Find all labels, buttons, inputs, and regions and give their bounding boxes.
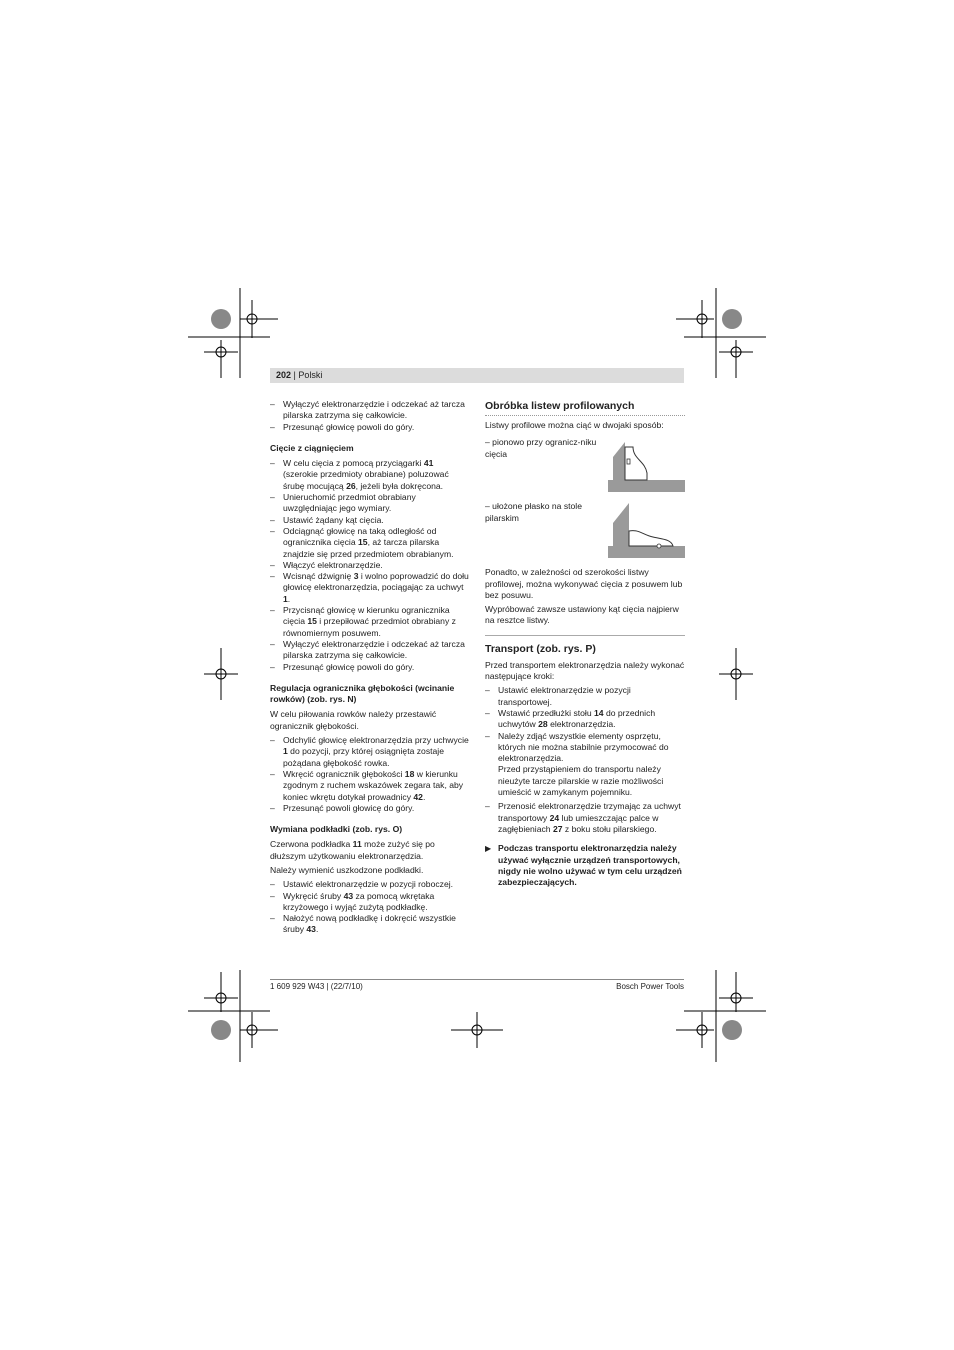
section-divider: [485, 635, 685, 636]
depth-stop-intro: W celu piłowania rowków należy przestawić ogranicznik głębokości.: [270, 709, 437, 731]
reference-number: 24: [549, 812, 560, 823]
list-dash: –: [485, 801, 490, 812]
reference-number: 43: [306, 924, 316, 935]
text-segment: Przesunąć głowicę powoli do góry.: [283, 661, 415, 672]
text-segment: .: [287, 593, 291, 604]
text-segment: (szerokie przedmioty obrabiane) poluzować śrubę mocującą: [283, 469, 449, 491]
list-dash: –: [270, 571, 275, 582]
text-segment: i wolno poprowadzić do dołu głowicę elektronarzędzia, pociągając za uchwyt: [283, 571, 469, 593]
figure-vertical-profile: [485, 437, 685, 497]
page-header: [276, 369, 322, 382]
list-dash: –: [270, 890, 275, 901]
reference-number: 18: [404, 768, 415, 779]
text-segment: Wyłączyć elektronarzędzie i odczekać aż tarcza pilarska zatrzyma się całkowicie.: [283, 399, 465, 421]
text-segment: Odchylić głowicę elektronarzędzia przy uchwycie: [283, 735, 469, 746]
section-title-profiles: Obróbka listew profilowanych: [485, 400, 635, 412]
text-segment: Ustawić elektronarzędzie w pozycji roboczej.: [283, 879, 454, 890]
list-item: [270, 639, 470, 662]
footer-document-number: 1 609 929 W43 | (22/7/10): [270, 982, 363, 991]
list-dash: –: [270, 458, 275, 469]
text-segment: Wykręcić śruby: [283, 890, 344, 901]
text-segment: Przesunąć głowicę powoli do góry.: [283, 421, 415, 432]
text-segment: elektronarzędzia.: [547, 719, 616, 730]
right-column: [485, 399, 685, 888]
list-dash: –: [270, 913, 275, 924]
reference-number: 3: [353, 571, 359, 582]
text-segment: do przednich uchwytów: [498, 707, 656, 730]
list-dash: –: [485, 707, 490, 718]
reference-number: 15: [307, 616, 317, 627]
text-segment: Przycisnąć głowicę w kierunku ogranicznika cięcia: [283, 605, 450, 627]
text-segment: lub umieszczając palce w zagłębieniach: [498, 812, 659, 834]
text-segment: Wcisnąć dźwignię: [283, 571, 354, 582]
text-segment: Wyłączyć elektronarzędzie i odczekać aż tarcza pilarska zatrzyma się całkowicie.: [283, 638, 465, 661]
text-segment: Ustawić żądany kąt cięcia.: [283, 514, 384, 525]
text-segment: może zużyć się po dłuższym użytkowaniu elektronarzędzia.: [270, 839, 435, 861]
left-column: [270, 399, 470, 936]
text-segment: Nałożyć nową podkładkę i dokręcić wszystkie śruby: [283, 913, 456, 935]
list-item: [270, 571, 470, 605]
list-dash: –: [270, 399, 275, 409]
list-dash: –: [485, 730, 490, 741]
list-dash: –: [270, 735, 275, 746]
section-title-insert-plate: Wymiana podkładki (zob. rys. O): [270, 824, 403, 835]
figure-flat-caption: – ułożone płasko na stole pilarskim: [485, 501, 582, 523]
text-segment: Ustawić elektronarzędzie w pozycji transportowej.: [498, 685, 631, 707]
list-item: [270, 422, 470, 433]
transport-steps: [485, 685, 685, 764]
list-item: [485, 685, 685, 708]
list-dash: –: [270, 525, 275, 536]
text-segment: za pomocą wkrętaka krzyżowego i wyjąć zużytą podkładkę.: [283, 890, 435, 912]
reference-number: 11: [352, 839, 362, 850]
list-dash: –: [270, 638, 275, 649]
list-dash: –: [270, 492, 275, 503]
reference-number: 27: [552, 823, 563, 834]
reference-number: 43: [343, 890, 354, 901]
reference-number: 1: [283, 593, 288, 604]
list-dash: –: [270, 559, 275, 570]
depth-stop-steps: [270, 735, 470, 814]
text-segment: Wkręcić ogranicznik głębokości: [283, 768, 405, 779]
text-segment: .: [315, 924, 319, 935]
list-dash: –: [270, 514, 275, 525]
transport-note: Przed przystąpieniem do transportu należy nieużyte tarcze pilarskie w razie możliwości umieścić w zamykanym pojemniku.: [498, 764, 664, 798]
list-item: [485, 731, 685, 765]
list-item: [270, 399, 470, 422]
list-item: [270, 735, 470, 769]
text-segment: Należy zdjąć wszystkie elementy osprzętu, których nie można stabilnie przymocować do elektronarzędzia.: [498, 730, 669, 764]
reference-number: 14: [594, 707, 604, 718]
reference-number: 28: [538, 719, 548, 730]
text-segment: Wstawić przedłużki stołu: [498, 707, 594, 718]
text-segment: , aż tarcza pilarska znajdzie się przed przedmiotem obrabianym.: [283, 537, 454, 559]
profiles-paragraph-2: Wypróbować zawsze ustawiony kąt cięcia najpierw na resztce listwy.: [485, 604, 679, 626]
transport-steps-2: [485, 801, 685, 835]
insert-plate-paragraph: [270, 839, 470, 862]
warning-text: Podczas transportu elektronarzędzia należy używać wyłącznie urządzeń transportowych, nigdy nie wolno używać w tym celu urządzeń zabezpieczających.: [498, 843, 682, 888]
header-language: Polski: [298, 370, 323, 380]
section-title-pull-cut: Cięcie z ciągnięciem: [270, 442, 354, 453]
profiles-paragraph-1: Ponadto, w zależności od szerokości listwy profilowej, można wykonywać cięcia z posuwem lub bez posuwu.: [485, 567, 683, 600]
text-segment: Unieruchomić przedmiot obrabiany uwzględniając jego wymiary.: [283, 492, 416, 514]
list-item: [270, 803, 470, 814]
reference-number: 15: [358, 537, 368, 548]
page-number: 202: [276, 370, 292, 380]
list-dash: –: [485, 685, 490, 696]
footer-rule: [270, 979, 684, 980]
list-item: [270, 662, 470, 673]
text-segment: Przenosić elektronarzędzie trzymając za uchwyt transportowy: [498, 801, 681, 823]
reference-number: 42: [413, 791, 423, 802]
section-title-depth-stop: Regulacja ogranicznika głębokości (wcinanie rowków) (zob. rys. N): [270, 682, 455, 705]
list-item: [270, 913, 470, 936]
reference-number: 26: [346, 480, 356, 491]
footer-brand: Bosch Power Tools: [616, 982, 684, 991]
text-segment: Czerwona podkładka: [270, 839, 353, 850]
insert-plate-steps: [270, 879, 470, 935]
list-item: [270, 605, 470, 639]
list-item: [270, 891, 470, 914]
reference-number: 41: [423, 458, 434, 469]
profile-flat-illustration: [605, 501, 685, 561]
text-segment: Przesunąć powoli głowicę do góry.: [283, 802, 415, 813]
profiles-intro: Listwy profilowe można ciąć w dwojaki sposób:: [485, 420, 664, 430]
safety-warning: [485, 843, 685, 888]
figure-flat-profile: [485, 501, 685, 561]
header-separator: |: [291, 370, 299, 380]
pull-cut-steps: [270, 458, 470, 673]
list-dash: –: [270, 421, 275, 432]
list-item: [270, 769, 470, 803]
list-dash: –: [270, 768, 275, 779]
insert-plate-paragraph-2: Należy wymienić uszkodzone podkładki.: [270, 864, 424, 875]
text-segment: W celu cięcia z pomocą przyciągarki: [283, 458, 424, 469]
list-dash: –: [270, 879, 275, 890]
list-item: [270, 879, 470, 890]
intro-list: [270, 399, 470, 433]
text-segment: Odciągnąć głowicę na taką odległość od ogranicznika cięcia: [283, 525, 437, 548]
list-item: [270, 492, 470, 515]
reference-number: 1: [283, 746, 288, 757]
list-item: [485, 801, 685, 835]
transport-intro: Przed transportem elektronarzędzia należy wykonać następujące kroki:: [485, 659, 685, 682]
section-title-transport: Transport (zob. rys. P): [485, 642, 596, 655]
text-segment: , jeżeli była dokręcona.: [355, 480, 444, 491]
header-bar: [270, 368, 684, 383]
text-segment: w kierunku zgodnym z ruchem wskazówek zegara tak, aby koniec wkrętu dotykał prowadnicy: [283, 768, 464, 802]
list-item: [270, 458, 470, 492]
text-segment: do pozycji, przy której osiągnięta zostaje pożądana głębokość rowka.: [283, 746, 444, 768]
list-dash: –: [270, 802, 275, 813]
text-segment: Włączyć elektronarzędzie.: [283, 559, 383, 570]
list-item: [485, 708, 685, 731]
warning-arrow-icon: ▶: [485, 844, 492, 854]
list-dash: –: [270, 661, 275, 672]
list-dash: –: [270, 605, 275, 616]
list-item: [270, 526, 470, 560]
text-segment: z boku stołu pilarskiego.: [562, 823, 657, 834]
profile-vertical-illustration: [605, 437, 685, 497]
text-segment: .: [422, 791, 426, 802]
list-item: [270, 560, 470, 571]
list-item: [270, 515, 470, 526]
text-segment: i przepiłować przedmiot obrabiany z równomiernym posuwem.: [283, 616, 456, 638]
figure-vertical-caption: – pionowo przy ogranicz-niku cięcia: [485, 437, 597, 459]
